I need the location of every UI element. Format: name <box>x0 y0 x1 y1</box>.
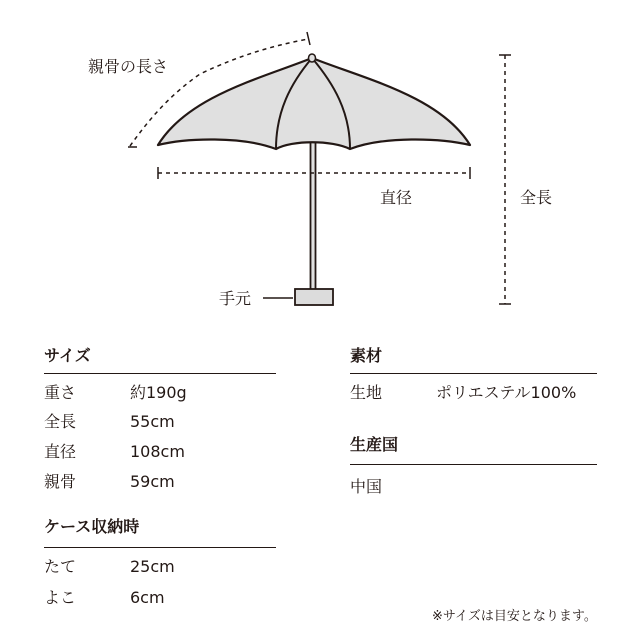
material-section-divider <box>350 373 597 374</box>
case-section-divider <box>44 547 276 548</box>
umbrella-tip <box>309 54 316 62</box>
spec-value: 55cm <box>130 412 175 431</box>
rib-length-label: 親骨の長さ <box>88 57 169 76</box>
size-section-title: サイズ <box>44 346 91 365</box>
total-length-label: 全長 <box>520 188 553 207</box>
spec-key: よこ <box>44 588 77 607</box>
spec-key: 中国 <box>350 477 383 496</box>
spec-key: 重さ <box>44 383 77 402</box>
spec-key: 生地 <box>350 383 383 402</box>
spec-value: 25cm <box>130 557 175 576</box>
spec-key: 親骨 <box>44 472 77 491</box>
spec-value: 約190g <box>130 383 187 402</box>
handle-label: 手元 <box>219 289 252 308</box>
umbrella-shaft <box>311 140 316 292</box>
umbrella-handle <box>295 289 333 305</box>
diameter-label: 直径 <box>380 188 413 207</box>
spec-key: たて <box>44 557 77 576</box>
size-disclaimer-note: ※サイズは目安となります。 <box>432 609 597 624</box>
spec-key: 直径 <box>44 442 77 461</box>
spec-value: ポリエステル100% <box>436 383 577 402</box>
spec-value: 108cm <box>130 442 185 461</box>
origin-section-title: 生産国 <box>350 435 399 454</box>
spec-value: 59cm <box>130 472 175 491</box>
spec-key: 全長 <box>44 412 77 431</box>
origin-section-divider <box>350 464 597 465</box>
material-section-title: 素材 <box>350 346 383 365</box>
case-section-title: ケース収納時 <box>44 517 140 536</box>
spec-value: 6cm <box>130 588 165 607</box>
size-section-divider <box>44 373 276 374</box>
